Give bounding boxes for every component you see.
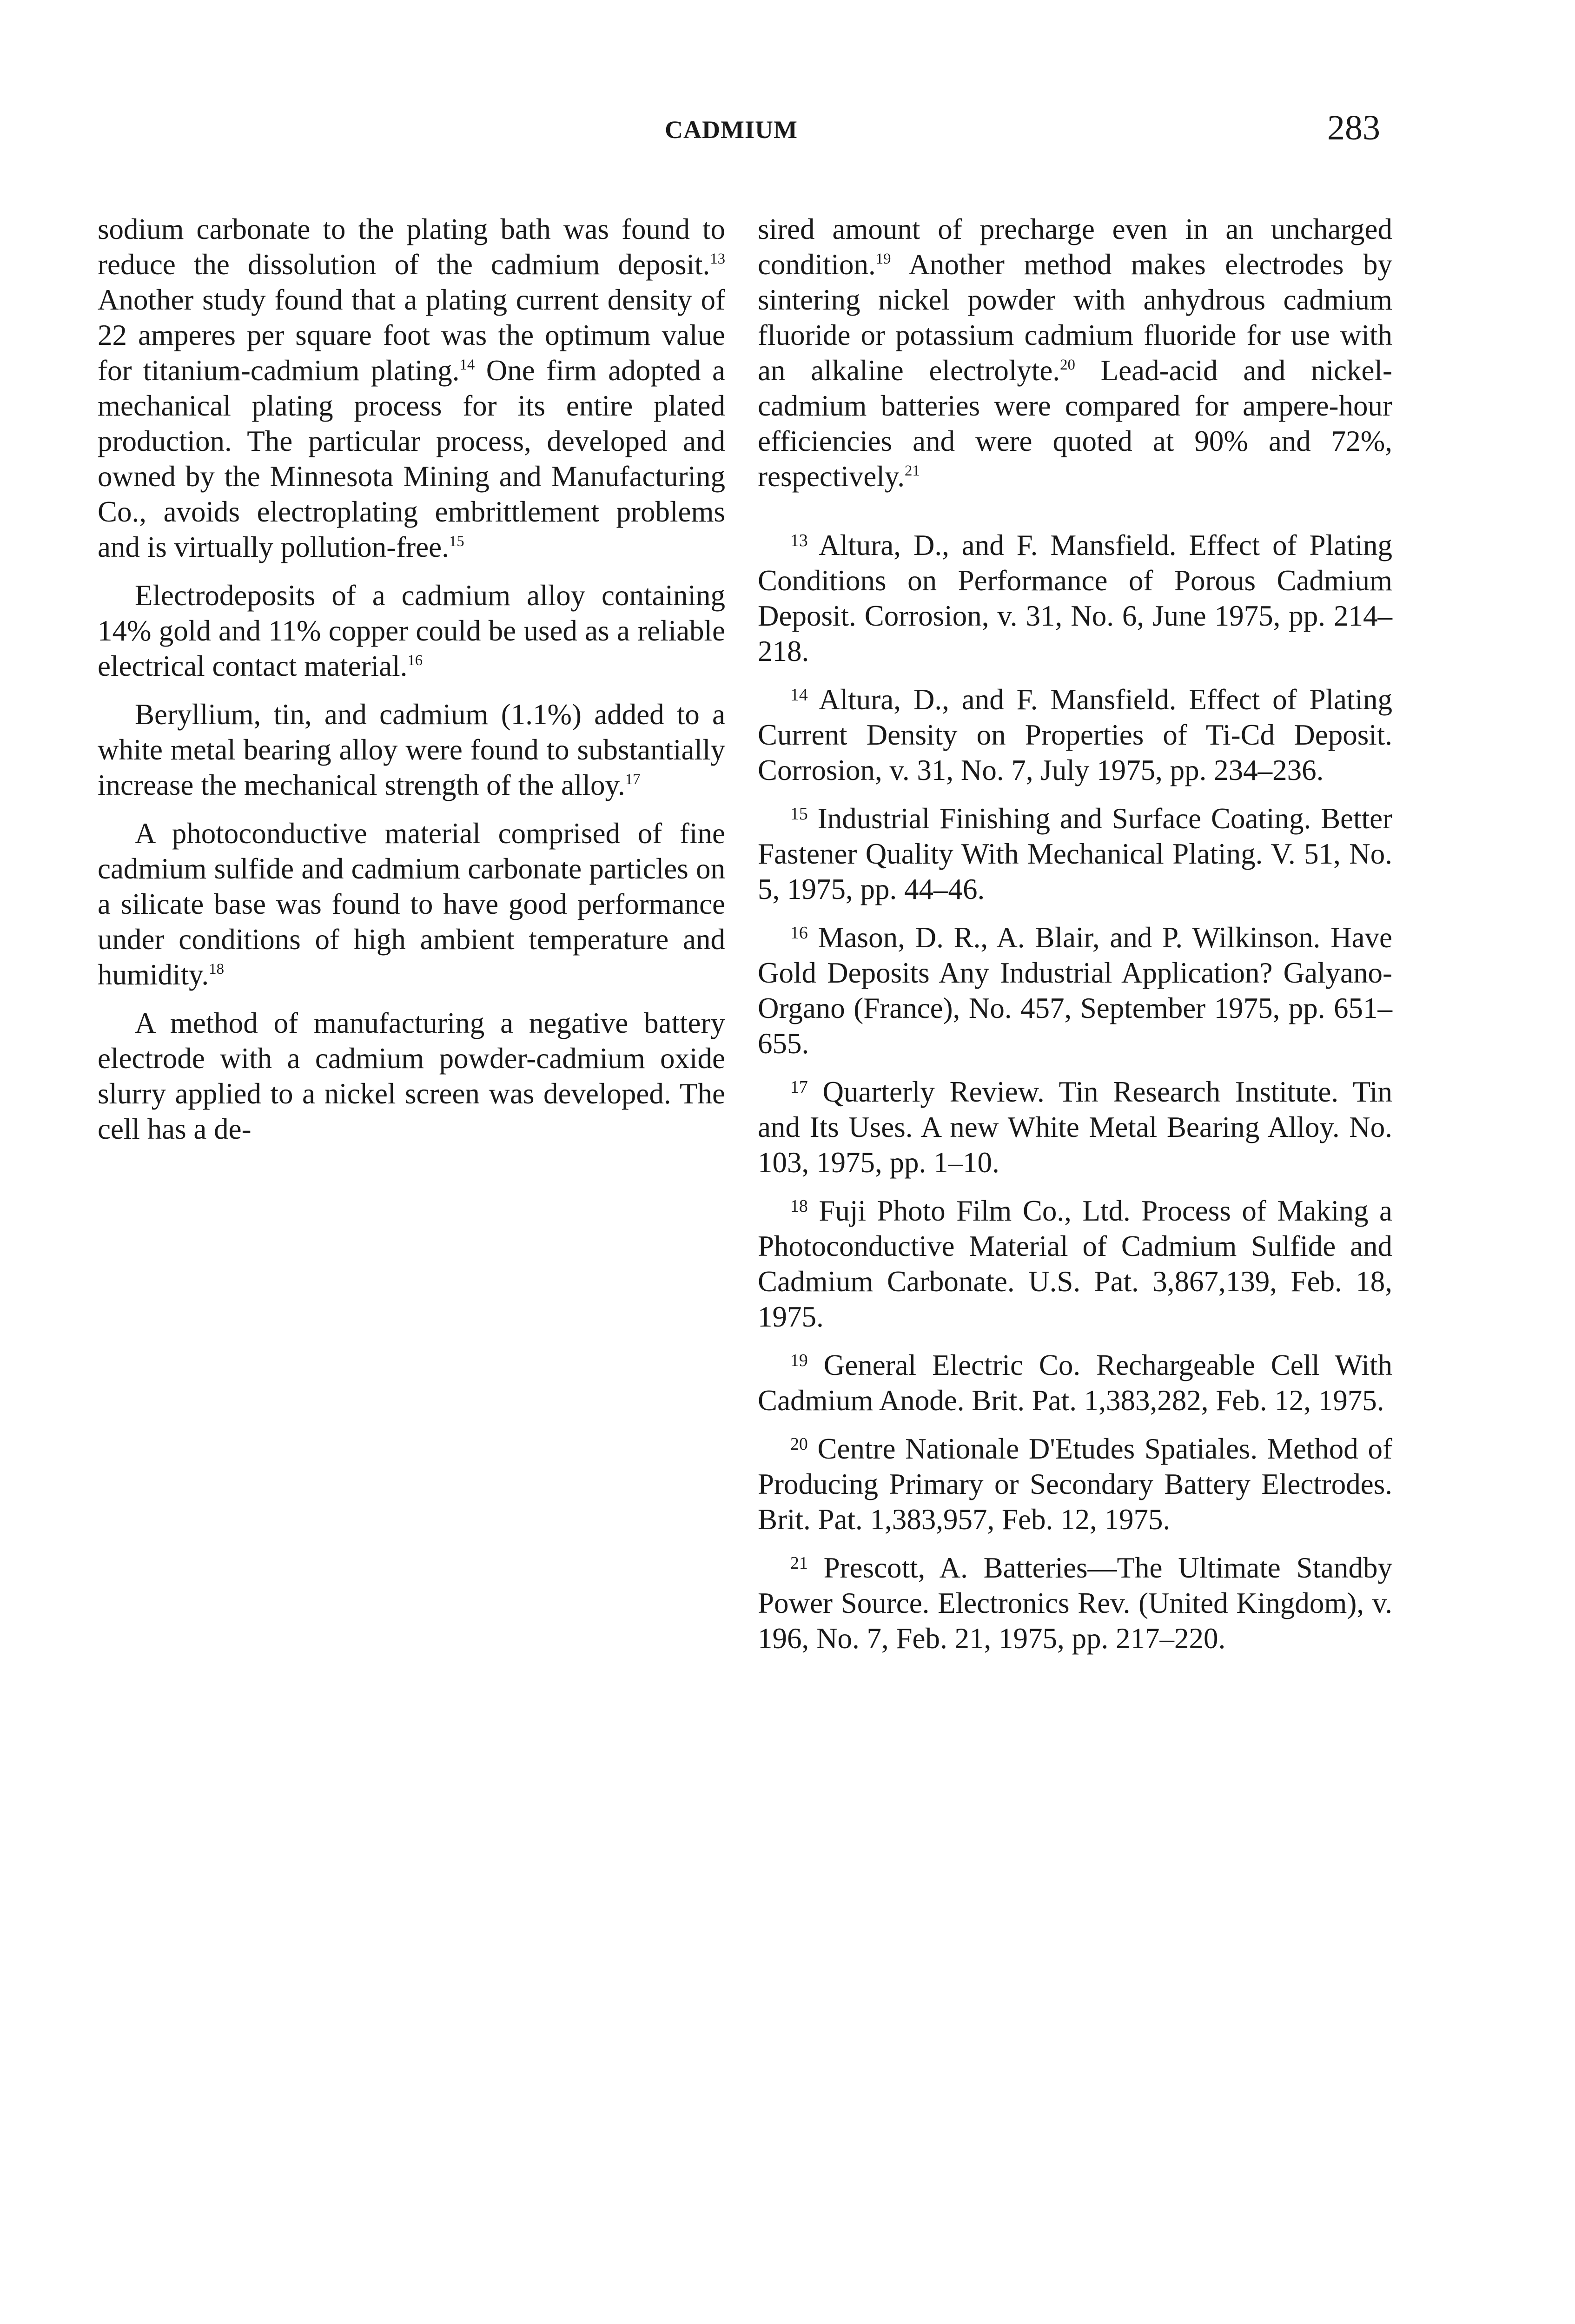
footnote-number: 18 (790, 1196, 808, 1216)
footnote-text: Centre Nationale D'Etudes Spatiales. Method of Producing Primary or Secondary Battery Electrodes. Brit. Pat. 1,383,957, Feb. 12, 1975. (758, 1433, 1392, 1536)
text-run: One firm adopted a mechanical plating process for its entire plated production. The particular process, developed and owned by the Minnesota Mining and Manufacturing Co., avoids electroplating embrittlement problems and is virtually pollution-free. (98, 354, 725, 563)
footnote-number: 17 (790, 1077, 808, 1097)
footnote-number: 21 (790, 1553, 808, 1573)
footnote-ref: 21 (905, 462, 920, 480)
footnote (758, 1347, 1392, 1418)
footnotes (758, 528, 1392, 1656)
paragraph (98, 211, 725, 565)
text-run: sired amount of precharge even in an uncharged condition. (758, 213, 1392, 281)
footnote (758, 1550, 1392, 1656)
footnote-ref: 15 (449, 533, 464, 550)
footnote-number: 14 (790, 685, 808, 705)
footnote (758, 528, 1392, 669)
footnote-ref: 20 (1060, 357, 1075, 374)
text-run: Electrodeposits of a cadmium alloy containing 14% gold and 11% copper could be used as a reliable electrical contact material. (98, 579, 725, 682)
text-run: Another method makes electrodes by sintering nickel powder with anhydrous cadmium fluoride or potassium cadmium fluoride for use with an alkaline electrolyte. (758, 248, 1392, 387)
footnote-ref: 13 (710, 251, 725, 268)
footnote (758, 801, 1392, 907)
footnote (758, 682, 1392, 788)
paragraph (98, 578, 725, 684)
footnote-text: Mason, D. R., A. Blair, and P. Wilkinson. Have Gold Deposits Any Industrial Application? Galyano-Organo (France), No. 457, September 1975, pp. 651–655. (758, 921, 1393, 1060)
text-run: Another study found that a plating current density of 22 amperes per square foot was the optimum value for titanium-cadmium plating. (98, 284, 725, 387)
footnote (758, 1431, 1392, 1537)
paragraph (98, 816, 725, 992)
footnote-number: 16 (790, 923, 808, 943)
footnote-text: Altura, D., and F. Mansfield. Effect of Plating Current Density on Properties of Ti-Cd Deposit. Corrosion, v. 31, No. 7, July 1975, pp. 234–236. (758, 683, 1392, 786)
text-run: sodium carbonate to the plating bath was found to reduce the dissolution of the cadmium deposit. (98, 213, 725, 281)
page-number: 283 (1327, 108, 1380, 147)
text-run: A photoconductive material comprised of fine cadmium sulfide and cadmium carbonate particles on a silicate base was found to have good performance under conditions of high ambient temperature and humidity. (98, 817, 725, 991)
paragraph (98, 1005, 725, 1147)
footnote-ref: 16 (407, 652, 423, 669)
footnote-ref: 19 (875, 251, 891, 268)
footnote-number: 20 (790, 1434, 808, 1454)
footnote-text: Quarterly Review. Tin Research Institute. Tin and Its Uses. A new White Metal Bearing Alloy. No. 103, 1975, pp. 1–10. (758, 1076, 1392, 1179)
running-head: CADMIUM (665, 116, 798, 144)
footnote-text: Altura, D., and F. Mansfield. Effect of Plating Conditions on Performance of Porous Cadmium Deposit. Corrosion, v. 31, No. 6, June 1975, pp. 214–218. (758, 529, 1392, 667)
right-column (758, 211, 1392, 1669)
footnote-text: Prescott, A. Batteries—The Ultimate Standby Power Source. Electronics Rev. (United Kingdom), v. 196, No. 7, Feb. 21, 1975, pp. 217–220. (758, 1552, 1392, 1655)
footnote-text: Industrial Finishing and Surface Coating. Better Fastener Quality With Mechanical Plating. V. 51, No. 5, 1975, pp. 44–46. (758, 802, 1393, 905)
text-run: Lead-acid and nickel-cadmium batteries were compared for ampere-hour efficiencies and were quoted at 90% and 72%, respectively. (758, 354, 1392, 493)
paragraph (98, 697, 725, 803)
text-run: Beryllium, tin, and cadmium (1.1%) added to a white metal bearing alloy were found to substantially increase the mechanical strength of the alloy. (98, 698, 725, 801)
footnote-text: Fuji Photo Film Co., Ltd. Process of Making a Photoconductive Material of Cadmium Sulfide and Cadmium Carbonate. U.S. Pat. 3,867,139, Feb. 18, 1975. (758, 1195, 1393, 1333)
paragraph (758, 211, 1392, 494)
text-run: A method of manufacturing a negative battery electrode with a cadmium powder-cadmium oxide slurry applied to a nickel screen was developed. The cell has a de- (98, 1007, 725, 1145)
footnote (758, 1193, 1392, 1334)
footnote (758, 1074, 1392, 1180)
left-column (98, 211, 725, 1160)
footnote-ref: 14 (459, 357, 475, 374)
footnote-number: 13 (790, 531, 808, 551)
footnote-number: 15 (790, 804, 808, 824)
footnote-ref: 17 (625, 771, 641, 788)
footnote-number: 19 (790, 1351, 808, 1371)
footnote (758, 920, 1392, 1061)
footnote-ref: 18 (209, 961, 224, 978)
footnote-text: General Electric Co. Rechargeable Cell With Cadmium Anode. Brit. Pat. 1,383,282, Feb. 12, 1975. (758, 1349, 1393, 1417)
